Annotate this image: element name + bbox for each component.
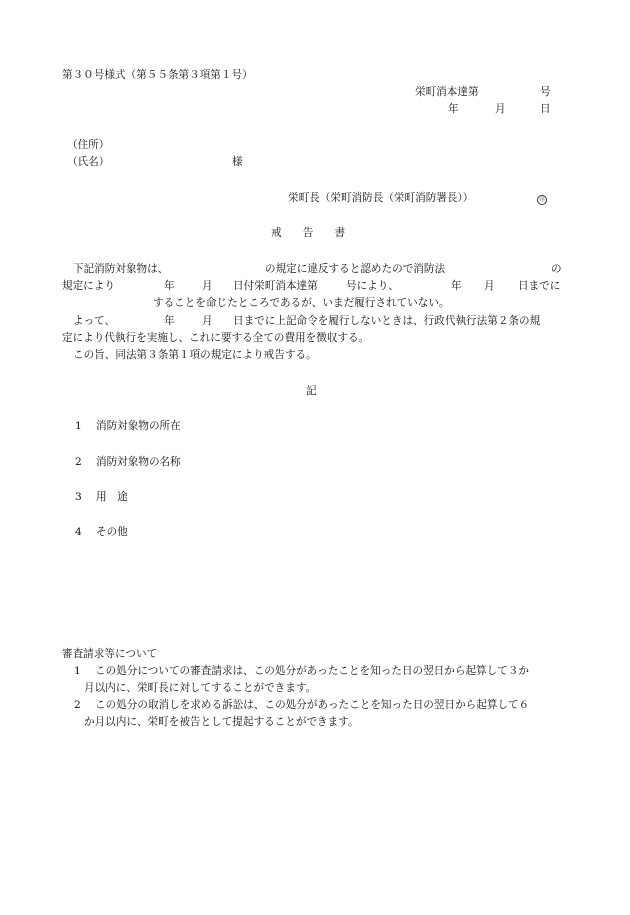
body-line4-year: 年 [164, 315, 175, 327]
body-line4-month: 月 [202, 315, 213, 327]
item-number: 3 [75, 491, 82, 503]
body-line2-deadline: 日までに [518, 280, 561, 292]
recipient-address-label: （住所） [67, 139, 110, 151]
seal-icon: ㊞ [537, 195, 547, 205]
review-heading: 審査請求等について [62, 648, 158, 660]
item-label: その他 [96, 526, 128, 538]
body-line2-order-no: 号により、 [346, 280, 399, 292]
form-number: 第３０号様式（第５５条第３項第１号） [62, 69, 253, 81]
item-label: 消防対象物の名称 [96, 456, 181, 468]
body-line2-year: 年 [164, 280, 175, 292]
review-item-text-cont: 月以内に、栄町長に対してすることができます。 [84, 682, 317, 694]
review-item-text-cont: か月以内に、栄町を被告として提起することができます。 [84, 716, 359, 728]
review-item-text: この処分についての審査請求は、この処分があったことを知った日の翌日から起算して３か [95, 665, 530, 677]
body-line2-order: 日付栄町消本達第 [233, 280, 318, 292]
item-label: 用 途 [96, 491, 128, 503]
document-title: 戒 告 書 [271, 227, 346, 239]
recipient-name-label: （氏名） [67, 156, 110, 168]
item-number: 1 [75, 420, 82, 432]
date-day: 日 [540, 103, 551, 115]
body-line3: することを命じたところであるが、いまだ履行されていない。 [153, 297, 450, 309]
body-line1-end: の [551, 263, 562, 275]
body-line5: 定により代執行を実施し、これに要する全ての費用を徴収する。 [62, 332, 370, 344]
doc-number-suffix: 号 [540, 86, 551, 98]
issuer-title: 栄町長（栄町消防長（栄町消防署長）） [288, 192, 474, 204]
review-item-number: 1 [74, 665, 81, 677]
date-year: 年 [448, 103, 459, 115]
body-line2-start: 規定により [62, 280, 115, 292]
body-line2-month2: 月 [484, 280, 495, 292]
body-line1-mid: の規定に違反すると認めたので消防法 [265, 263, 446, 275]
body-line2-month: 月 [202, 280, 213, 292]
doc-number-prefix: 栄町消本達第 [415, 86, 479, 98]
ki-heading: 記 [306, 385, 317, 397]
review-item-text: この処分の取消しを求める訴訟は、この処分があったことを知った日の翌日から起算して６ [95, 699, 530, 711]
recipient-honorific: 様 [232, 156, 243, 168]
body-line4-start: よって、 [73, 315, 116, 327]
body-line2-year2: 年 [451, 280, 462, 292]
item-label: 消防対象物の所在 [96, 420, 181, 432]
item-number: 2 [75, 456, 82, 468]
body-line1-start: 下記消防対象物は、 [73, 263, 169, 275]
item-number: 4 [75, 526, 82, 538]
body-line4-rest: 日までに上記命令を履行しないときは、行政代執行法第２条の規 [233, 315, 541, 327]
date-month: 月 [495, 103, 506, 115]
seal-mark [537, 193, 547, 205]
review-item-number: 2 [74, 699, 81, 711]
body-line6: この旨、同法第３条第１項の規定により戒告する。 [73, 349, 317, 361]
